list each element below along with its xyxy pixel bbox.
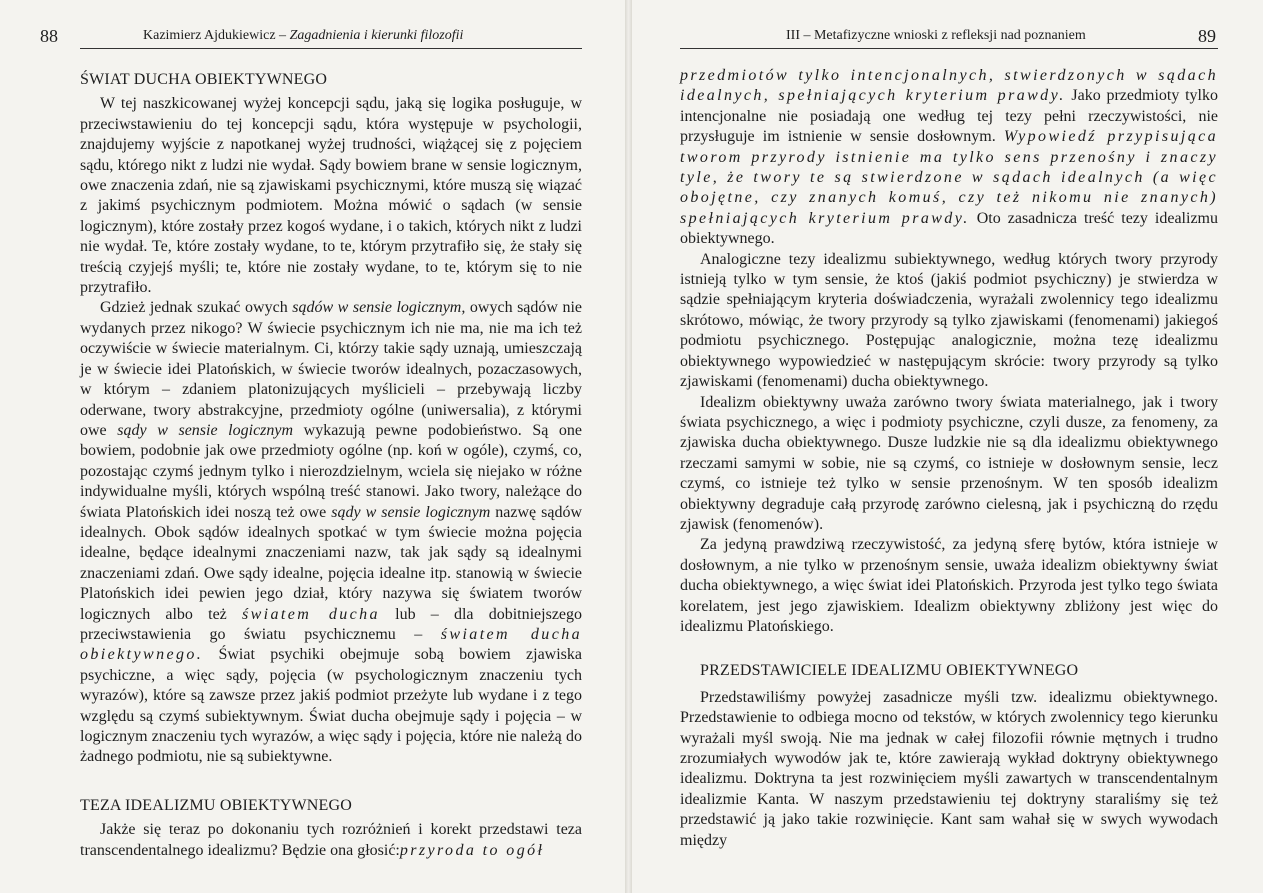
paragraph: Gdzież jednak szukać owych sądów w sensie logicznym, owych sądów nie wydanych przez nikogo? W świecie psychicznym ich nie ma, nie ma ich też oczywiście w świecie materialnym. Ci, którzy takie sądy uznają, umieszczają je w świecie idei Platońskich, w świecie tworów idealnych, pozaczasowych, w którym – zdaniem platonizujących myślicieli – przebywają liczby oderwane, twory abstrakcyjne, przedmioty ogólne (uniwersalia), z którymi owe sądy w sensie logicznym wykazują pewne podobieństwo. Są one bowiem, podobnie jak owe przedmioty ogólne (np. koń w ogóle), czymś, co, pozostając czymś jednym tylko i nierozdzielnym, wciela się niejako w różne indywidualne myśli, których wspólną treść stanowi. Jako twory, należące do świata Platońskich idei noszą też owe sądy w sensie logicznym nazwę sądów idealnych. Obok sądów idealnych spotkać w tym świecie można pojęcia idealne, będące idealnymi znaczeniami nazw, tak jak sądy są idealnymi znaczeniami zdań. Owe sądy idealne, pojęcia idealne itp. stanowią w świecie Platońskich idei pewien jego dział, który nazywa się światem tworów logicznych albo też światem ducha lub – dla dobitniejszego przeciwstawienia go światu psychicznemu – światem ducha obiektywnego. Świat psychiki obejmuje sobą bowiem zjawiska psychiczne, a więc sądy, pojęcia (w psychologicznym znaczeniu tych wyrazów), które są zawsze przez jakiś podmiot przeżyte lub wydane i z tego względu są czymś subiektywnym. Świat ducha obejmuje sądy i pojęcia – w logicznym znaczeniu tych wyrazów, a więc sądy i pojęcia, które nie należą do żadnego podmiotu, nie są subiektywne. bbox=[80, 299, 583, 766]
emphasis: sądy w sensie logicznym bbox=[331, 503, 491, 521]
paragraph: przedmiotów tylko intencjonalnych, stwierdzonych w sądach idealnych, spełniających kryterium prawdy. Jako przedmioty tylko intencjonalne nie posiadają one według tej tezy pełni rzeczywistości, nie przysługuje im istnienie w sensie dosłownym. Wypowiedź przypisująca tworom przyrody istnienie ma tylko sens przenośny i znaczy tyle, że twory te są stwierdzone w sądach idealnych (a więc obojętne, czy znanych komuś, czy też nikomu nie znanych) spełniających kryterium prawdy. Oto zasadnicza treść tezy idealizmu obiektywnego. bbox=[680, 67, 1219, 248]
spaced-emphasis: światem ducha bbox=[241, 605, 380, 623]
paragraph: Idealizm obiektywny uważa zarówno twory świata materialnego, jak i twory świata psychicznego, a więc i podmioty psychiczne, czyli dusze, za fenomeny, za zjawiska ducha obiektywnego. Dusze ludzkie nie są dla idealizmu obiektywnego rzeczami samymi w sobie, nie są czymś, co istnieje w dosłownym sensie, lecz czymś, co istnieje też tylko w sensie przenośnym. W ten sposób idealizm obiektywny degraduje całą przyrodę zarówno cielesną, jak i psychiczną do rzędu zjawisk (fenomenów). bbox=[680, 393, 1218, 533]
running-head-author: Kazimierz Ajdukiewicz – bbox=[143, 28, 287, 43]
paragraph: Przedstawiliśmy powyżej zasadnicze myśli tzw. idealizmu obiektywnego. Przedstawienie to odbiega mocno od tekstów, w których zwolennicy tego kierunku wyrażali myśl swoją. Nie ma jednak w całej filozofii równie mętnych i trudno zrozumiałych wywodów jak te, które zawierają wykład doktryny obiektywnego idealizmu. Doktryna ta jest rozwinięciem myśli zawartych w transcendentalnym idealizmie Kanta. W naszym przedstawieniu tej doktryny staraliśmy się też przedstawić ją jako takie rozwinięcie. Kant sam wahał się w swych wywodach między bbox=[680, 688, 1218, 849]
section-title: TEZA IDEALIZMU OBIEKTYWNEGO bbox=[80, 796, 353, 814]
running-head-title: Zagadnienia i kierunki filozofii bbox=[289, 28, 464, 43]
paragraph: Jakże się teraz po dokonaniu tych rozróżnień i korekt przedstawi teza transcendentalnego idealizmu? Będzie ona głosić:przyroda to ogół bbox=[80, 821, 582, 859]
emphasis: sądów w sensie logicznym, bbox=[292, 299, 466, 317]
right-text-block bbox=[680, 66, 1218, 851]
gutter bbox=[625, 0, 632, 893]
left-text-block bbox=[80, 70, 582, 861]
header-rule bbox=[680, 48, 1218, 49]
spaced-emphasis: przyroda to ogół bbox=[399, 841, 545, 859]
running-head: III – Metafizyczne wnioski z refleksji nad poznaniem bbox=[786, 28, 1086, 43]
section-title: ŚWIAT DUCHA OBIEKTYWNEGO bbox=[80, 71, 328, 88]
emphasis: sądy w sensie logicznym bbox=[117, 421, 294, 439]
left-page bbox=[0, 0, 625, 893]
spaced-emphasis: światem ducha obiektywnego. bbox=[80, 625, 582, 664]
page-number: 89 bbox=[1198, 26, 1216, 46]
page-number: 88 bbox=[40, 26, 58, 46]
spaced-emphasis: przedmiotów tylko intencjonalnych, stwierdzonych w sądach idealnych, spełniających kryterium prawdy. bbox=[680, 67, 1218, 105]
right-page bbox=[632, 0, 1263, 893]
spaced-emphasis: Wypowiedź przypisująca tworom przyrody istnienie ma tylko sens przenośny i znaczy tyle, że twory te są stwierdzone w sądach idealnych (a więc obojętne, czy znanych komuś, czy też nikomu nie znanych) spełniających kryterium prawdy. bbox=[680, 128, 1219, 227]
section-title: PRZEDSTAWICIELE IDEALIZMU OBIEKTYWNEGO bbox=[700, 662, 1079, 680]
paragraph: Analogiczne tezy idealizmu subiektywnego, według których twory przyrody istnieją tylko w tym sensie, że ktoś (jakiś podmiot psychiczny) je stwierdza w sądzie spełniającym kryteria doświadczenia, wyrażali zwolennicy tego idealizmu skrótowo, mówiąc, że twory przyrody są tylko zjawiskami (fenomenami) jakiegoś podmiotu psychicznego. Postępując analogicznie, można tezę idealizmu obiektywnego wypowiedzieć w następującym skrócie: twory przyrody są tylko zjawiskami (fenomenami) ducha obiektywnego. bbox=[680, 250, 1218, 391]
paragraph: Za jedyną prawdziwą rzeczywistość, za jedyną sferę bytów, która istnieje w dosłownym, a nie tylko w przenośnym sensie, uważa idealizm obiektywny świat ducha obiektywnego, a więc świat idei Platońskich. Przyroda jest tylko tego świata korelatem, jest jego zjawiskiem. Idealizm obiektywny zbliżony jest więc do idealizmu Platońskiego. bbox=[680, 536, 1218, 635]
paragraph: W tej naszkicowanej wyżej koncepcji sądu, jaką się logika posługuje, w przeciwstawieniu do tej koncepcji sądu, która występuje w psychologii, znajdujemy wyjście z napotkanej wyżej trudności, wiążącej się z pojęciem sądu, którego nikt z ludzi nie wydał. Sądy bowiem brane w sensie logicznym, owe znaczenia zdań, nie są zjawiskami psychicznymi, które muszą się wiązać z jakimś psychicznym podmiotem. Można mówić o sądach (w sensie logicznym), które zostały przez kogoś wydane, i o takich, których nikt z ludzi nie wydał. Te, które zostały wydane, to te, którym przytrafiło się, że stały się treścią czyjejś myśli; te, które nie zostały wydane, to te, którym się to nie przytrafiło. bbox=[80, 95, 582, 297]
running-head bbox=[143, 28, 463, 44]
header-rule bbox=[80, 48, 582, 49]
